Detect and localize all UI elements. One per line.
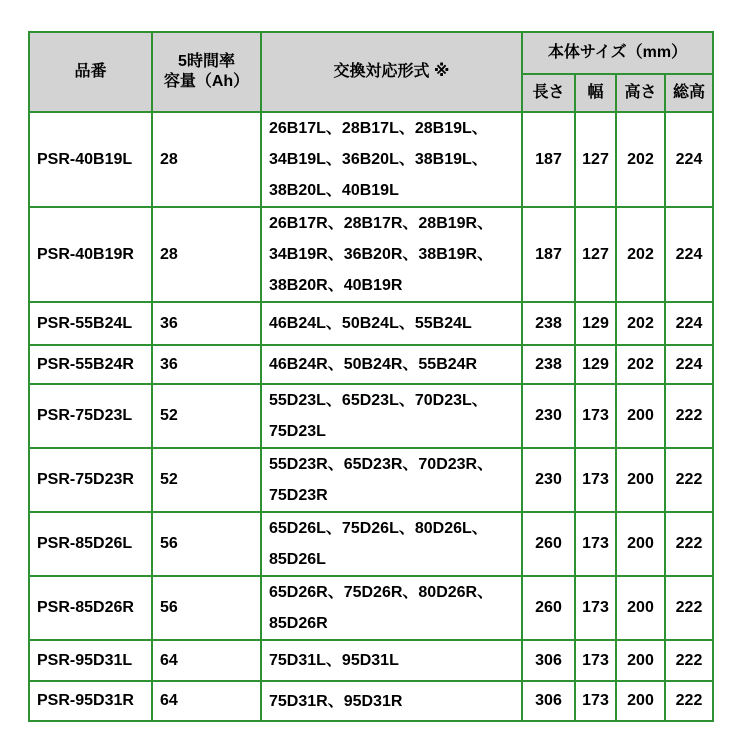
table-header <box>29 32 713 112</box>
length-cell: 306 <box>522 640 575 681</box>
capacity-cell: 52 <box>152 384 261 448</box>
compatible-cell: 55D23L、65D23L、70D23L、75D23L <box>261 384 522 448</box>
table-row <box>29 207 713 302</box>
header-length: 長さ <box>522 74 575 112</box>
part-number-cell: PSR-85D26R <box>29 576 152 640</box>
compatible-cell: 65D26L、75D26L、80D26L、85D26L <box>261 512 522 576</box>
length-cell: 260 <box>522 512 575 576</box>
width-cell: 127 <box>575 112 616 207</box>
header-row-top <box>29 32 713 74</box>
length-cell: 238 <box>522 345 575 384</box>
width-cell: 173 <box>575 512 616 576</box>
part-number-cell: PSR-75D23R <box>29 448 152 512</box>
length-cell: 230 <box>522 384 575 448</box>
table-row <box>29 302 713 345</box>
compatible-cell: 65D26R、75D26R、80D26R、85D26R <box>261 576 522 640</box>
compatible-cell: 26B17R、28B17R、28B19R、34B19R、36B20R、38B19R、38B20R、40B19R <box>261 207 522 302</box>
table-body <box>29 112 713 721</box>
length-cell: 230 <box>522 448 575 512</box>
capacity-cell: 36 <box>152 302 261 345</box>
part-number-cell: PSR-95D31L <box>29 640 152 681</box>
length-cell: 260 <box>522 576 575 640</box>
total-height-cell: 222 <box>665 681 713 721</box>
height-cell: 200 <box>616 640 665 681</box>
capacity-cell: 28 <box>152 207 261 302</box>
header-width: 幅 <box>575 74 616 112</box>
capacity-cell: 64 <box>152 681 261 721</box>
compatible-cell: 75D31L、95D31L <box>261 640 522 681</box>
table-row <box>29 640 713 681</box>
part-number-cell: PSR-40B19L <box>29 112 152 207</box>
part-number-cell: PSR-95D31R <box>29 681 152 721</box>
compatible-cell: 55D23R、65D23R、70D23R、75D23R <box>261 448 522 512</box>
height-cell: 202 <box>616 345 665 384</box>
total-height-cell: 224 <box>665 207 713 302</box>
table-row <box>29 681 713 721</box>
width-cell: 173 <box>575 384 616 448</box>
header-capacity-line1: 5時間率 <box>178 53 235 70</box>
height-cell: 202 <box>616 302 665 345</box>
header-capacity <box>152 32 261 112</box>
capacity-cell: 56 <box>152 576 261 640</box>
header-total-height: 総高 <box>665 74 713 112</box>
header-part-number: 品番 <box>29 32 152 112</box>
length-cell: 306 <box>522 681 575 721</box>
part-number-cell: PSR-85D26L <box>29 512 152 576</box>
length-cell: 187 <box>522 207 575 302</box>
height-cell: 200 <box>616 512 665 576</box>
total-height-cell: 224 <box>665 112 713 207</box>
compatible-cell: 46B24R、50B24R、55B24R <box>261 345 522 384</box>
part-number-cell: PSR-75D23L <box>29 384 152 448</box>
width-cell: 173 <box>575 576 616 640</box>
battery-spec-table <box>28 31 714 722</box>
header-capacity-line2: 容量（Ah） <box>163 73 250 90</box>
height-cell: 200 <box>616 384 665 448</box>
total-height-cell: 222 <box>665 384 713 448</box>
header-body-size: 本体サイズ（mm） <box>522 32 713 74</box>
capacity-cell: 56 <box>152 512 261 576</box>
capacity-cell: 28 <box>152 112 261 207</box>
table-row <box>29 576 713 640</box>
width-cell: 129 <box>575 302 616 345</box>
total-height-cell: 222 <box>665 576 713 640</box>
compatible-cell: 46B24L、50B24L、55B24L <box>261 302 522 345</box>
width-cell: 173 <box>575 681 616 721</box>
total-height-cell: 222 <box>665 512 713 576</box>
part-number-cell: PSR-55B24R <box>29 345 152 384</box>
header-height: 高さ <box>616 74 665 112</box>
capacity-cell: 52 <box>152 448 261 512</box>
table-row <box>29 384 713 448</box>
compatible-cell: 75D31R、95D31R <box>261 681 522 721</box>
capacity-cell: 36 <box>152 345 261 384</box>
height-cell: 200 <box>616 448 665 512</box>
part-number-cell: PSR-55B24L <box>29 302 152 345</box>
table-row <box>29 112 713 207</box>
total-height-cell: 224 <box>665 345 713 384</box>
total-height-cell: 222 <box>665 448 713 512</box>
compatible-cell: 26B17L、28B17L、28B19L、34B19L、36B20L、38B19L、38B20L、40B19L <box>261 112 522 207</box>
capacity-cell: 64 <box>152 640 261 681</box>
table-row <box>29 345 713 384</box>
table-row <box>29 512 713 576</box>
width-cell: 129 <box>575 345 616 384</box>
part-number-cell: PSR-40B19R <box>29 207 152 302</box>
header-compatible: 交換対応形式 ※ <box>261 32 522 112</box>
table-row <box>29 448 713 512</box>
height-cell: 202 <box>616 112 665 207</box>
length-cell: 187 <box>522 112 575 207</box>
length-cell: 238 <box>522 302 575 345</box>
height-cell: 202 <box>616 207 665 302</box>
height-cell: 200 <box>616 681 665 721</box>
total-height-cell: 222 <box>665 640 713 681</box>
width-cell: 127 <box>575 207 616 302</box>
height-cell: 200 <box>616 576 665 640</box>
total-height-cell: 224 <box>665 302 713 345</box>
width-cell: 173 <box>575 448 616 512</box>
width-cell: 173 <box>575 640 616 681</box>
